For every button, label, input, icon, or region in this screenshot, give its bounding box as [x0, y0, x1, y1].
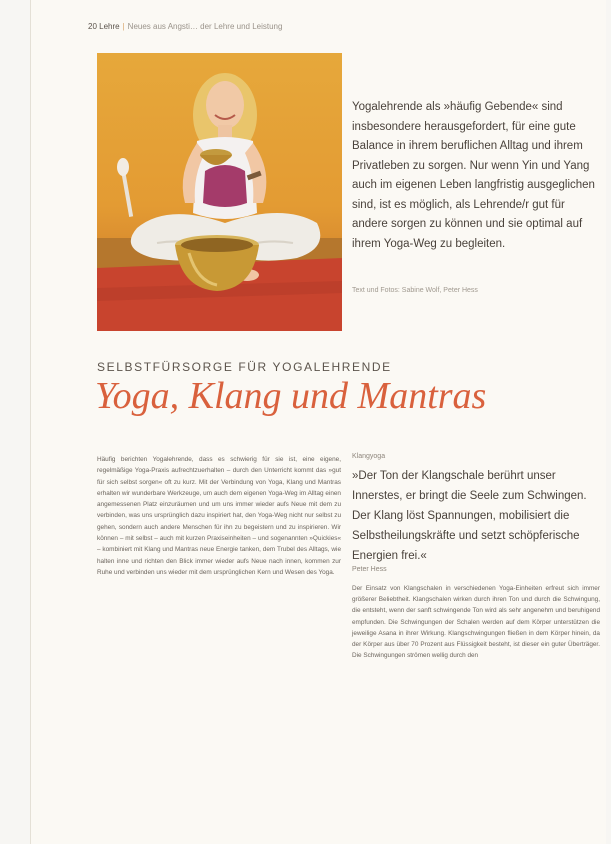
right-column-label: Klangyoga [352, 453, 386, 460]
header-separator: | [122, 22, 125, 31]
right-column-text: Der Einsatz von Klangschalen in verschiedenen Yoga-Einheiten erfreut sich immer größerer Beliebtheit. Klangschalen wirken durch ihren Ton und durch die Schwingung, die entsteht, wenn der sanft schwingende Ton wird als sehr angenehm und beruhigend empfunden. Die Schwingungen der Schalen werden auf dem Körper unterstützen die jeweilige Asana in ihrer Wirkung. Klangschwingungen fließen in dem Körper hinein, da der Körper aus über 70 Prozent aus Flüssigkeit besteht, ist dieser ein guter Überträger. Die Schwingungen strömen wellig durch den [352, 585, 600, 660]
article-title: Yoga, Klang und Mantras [95, 375, 487, 417]
article-kicker: SELBSTFÜRSORGE FÜR YOGALEHRENDE [97, 360, 392, 374]
photo-credit: Text und Fotos: Sabine Wolf, Peter Hess [352, 287, 478, 294]
intro-quote: Yogalehrende als »häufig Gebende« sind insbesondere herausgefordert, für eine gute Balance in ihrem beruflichen Alltag und ihrem Privatleben zu sorgen. Nur wenn Yin und Yang auch im eigenen Leben langfristig ausgeglichen sind, ist es möglich, als Lehrende/r gut für andere sorgen zu können und sie optimal auf ihrem Yoga-Weg zu begleiten. [352, 101, 595, 250]
quote-author: Peter Hess [352, 566, 387, 573]
page-header [88, 22, 282, 31]
article-photo [97, 53, 342, 331]
header-section: Neues aus Angsti… der Lehre und Leistung [127, 22, 283, 31]
page-number: 20 Lehre [88, 22, 120, 31]
left-column-text: Häufig berichten Yogalehrende, dass es schwierig für sie ist, eine eigene, regelmäßige Yoga-Praxis aufrechtzuerhalten – durch den Unterricht kommt das »gut für sich selbst sorgen« oft zu kurz. Mit der Verbindung von Yoga, Klang und Mantras erhalten wir wunderbare Werkzeuge, um auch dem eigenen Yoga-Weg im Alltag einen angemessenen Platz einzuräumen und um uns immer wieder aufs Neue mit dem zu verbinden, was uns ursprünglich dazu inspiriert hat, den Yoga-Weg nicht nur selbst zu gehen, sondern auch andere Menschen für ihn zu begeistern und zu inspirieren. Wir können – mit selbst – auch mit kurzen Praxiseinheiten – und sogenannten »Quickies« – kombiniert mit Klang und Mantras neue Energie tanken, dem Trubel des Alltags, wie halten inne und richten den Blick immer wieder aufs Neue nach innen, kommen zur Ruhe und verbinden uns wieder mit dem ursprünglichen Kern und Wesen des Yoga. [97, 456, 341, 576]
pull-quote: »Der Ton der Klangschale berührt unser Innerstes, er bringt die Seele zum Schwingen. Der Klang löst Spannungen, mobilisiert die Selbstheilungskräfte und setzt schöpferische Energien frei.« [352, 470, 587, 562]
